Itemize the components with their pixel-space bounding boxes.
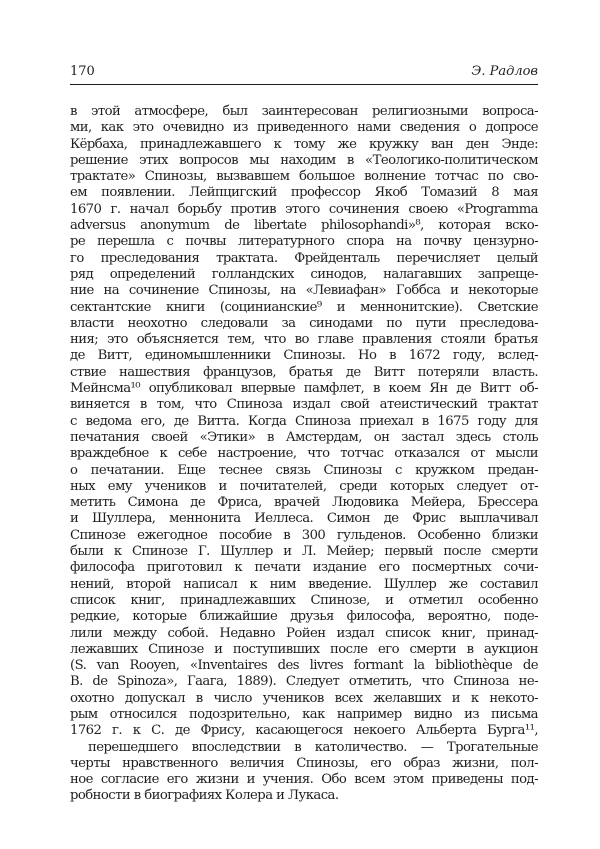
text-line: нений, второй написал к ним введение. Шуллер же составил — [70, 576, 538, 592]
text-line: 1670 г. начал борьбу против этого сочинения своею «Programma — [70, 201, 538, 217]
text-line: де Витт, единомышленники Спинозы. Но в 1672 году, вслед- — [70, 348, 538, 364]
book-page — [70, 64, 538, 805]
text-line: рым относился подозрительно, как например видно из письма — [70, 706, 538, 722]
text-line: Кёрбаха, принадлежавшего к тому же кружку ван ден Энде: — [70, 136, 538, 152]
text-line: ние на сочинение Спинозы, на «Левиафан» Гоббса и некоторые — [70, 283, 538, 299]
text-line: список книг, принадлежавших Спинозе, и отметил особенно — [70, 592, 538, 608]
text-line: ных ему учеников и почитателей, среди которых следует от- — [70, 478, 538, 494]
text-line: (S. van Rooyen, «Inventaires des livres formant la bibliothèque de — [70, 658, 538, 674]
text-line: Мейнсма¹⁰ опубликовал впервые памфлет, в коем Ян де Витт об- — [70, 381, 538, 397]
text-line: сектантские книги (социнианские⁹ и меннонитские). Светские — [70, 299, 538, 315]
text-line: метить Симона де Фриса, врачей Людовика Мейера, Брессера — [70, 495, 538, 511]
text-line: редкие, которые ближайшие друзья философа, вероятно, поде- — [70, 609, 538, 625]
text-line: черты нравственного величия Спинозы, его образ жизни, пол- — [70, 755, 538, 771]
text-line: 1762 г. к С. де Фрису, касающегося некоего Альберта Бурга¹¹, — [70, 723, 538, 739]
text-line: го преследования трактата. Фрейденталь перечисляет целый — [70, 250, 538, 266]
text-line: лили между собой. Недавно Ройен издал список книг, принад- — [70, 625, 538, 641]
text-line: ния; это объясняется тем, что во главе правления стояли братья — [70, 332, 538, 348]
text-line: Спинозе ежегодное пособие в 300 гульденов. Особенно близки — [70, 527, 538, 543]
page-number: 170 — [70, 64, 95, 79]
text-line: перешедшего впоследствии в католичество. — Трогательные — [88, 739, 538, 755]
text-line: решение этих вопросов мы находим в «Теологико-политическом — [70, 152, 538, 168]
text-line: лежавших Спинозе и поступивших после его смерти в аукцион — [70, 641, 538, 657]
text-line: враждебное к себе настроение, что тотчас отказался от мысли — [70, 446, 538, 462]
text-line: о печатании. Еще теснее связь Спинозы с кружком предан- — [70, 462, 538, 478]
text-line: в этой атмосфере, был заинтересован религиозными вопроса- — [70, 104, 538, 119]
text-line: ми, как это очевидно из приведенного нами сведения о допросе — [70, 120, 538, 136]
text-line: охотно допускал в число учеников всех желавших и к некото- — [70, 690, 538, 706]
text-line: и Шуллера, меннонита Иеллеса. Симон де Фрис выплачивал — [70, 511, 538, 527]
text-line: ствие нашествия французов, братья де Витт потеряли власть. — [70, 364, 538, 380]
body-text — [70, 104, 538, 805]
text-line: печатания своей «Этики» в Амстердам, он застал здесь столь — [70, 429, 538, 445]
text-line: были к Спинозе Г. Шуллер и Л. Мейер; первый после смерти — [70, 544, 538, 560]
text-line: ем появлении. Лейпцигский профессор Якоб Томазий 8 мая — [70, 185, 538, 201]
running-title: Э. Радлов — [471, 64, 538, 79]
text-line: ное согласие его жизни и учения. Обо всем этом приведены под- — [70, 772, 538, 788]
text-line: робности в биографиях Колера и Лукаса. — [70, 788, 339, 804]
text-line: B. de Spinoza», Гаага, 1889). Следует отметить, что Спиноза не- — [70, 674, 538, 690]
text-line: с ведома его, де Витта. Когда Спиноза приехал в 1675 году для — [70, 413, 538, 429]
text-line: философа приготовил к печати издание его посмертных сочи- — [70, 560, 538, 576]
running-head — [70, 64, 538, 85]
text-line: трактате» Спинозы, вызвавшем большое волнение тотчас по сво- — [70, 169, 538, 185]
text-line: ряд определений голландских синодов, налагавших запреще- — [70, 266, 538, 282]
text-line: власти неохотно следовали за синодами по пути преследова- — [70, 315, 538, 331]
text-line: виняется в том, что Спиноза издал свой атеистический трактат — [70, 397, 538, 413]
text-line: adversus anonymum de libertate philosophandi»⁸, которая вско- — [70, 218, 538, 234]
text-line: ре перешла с почвы литературного спора на почву цензурно- — [70, 234, 538, 250]
